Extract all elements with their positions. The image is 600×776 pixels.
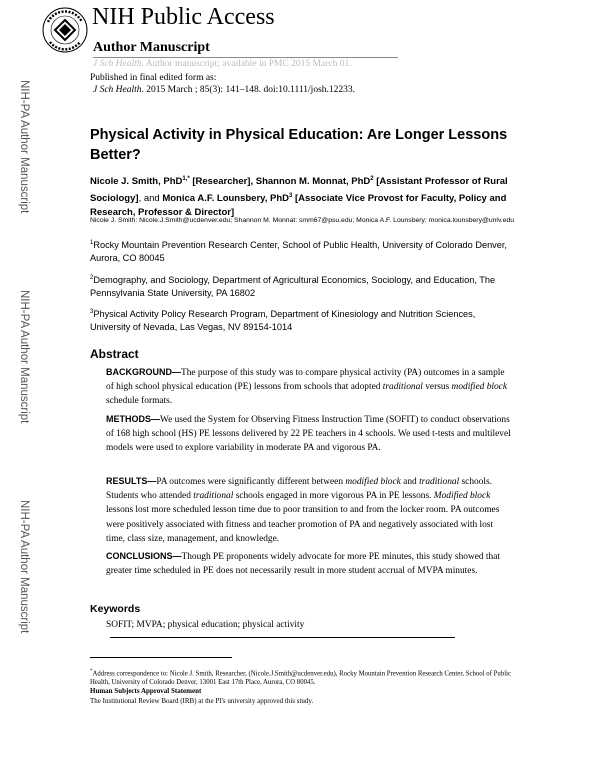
- abstract-results: RESULTS—PA outcomes were significantly different between modified block and traditional schools. Students who attended traditional schools engaged in more vigorous PA in PE lessons. Modified block lessons lost more scheduled lesson time due to poor transition to and from the locker room. PA outcomes were positively associated with fitness and teacher promotion of PA and negatively associated with lost time, class size, management, and knowledge.: [106, 476, 500, 544]
- human-subjects-heading: Human Subjects Approval Statement: [90, 687, 202, 695]
- correspondence-footnote: *Address correspondence to: Nicole J. Smith, Researcher, (Nicole.J.Smith@ucdenver.edu), Rocky Mountain Prevention Research Center, School of Public Health, University of Colorado Denver, 13001 East 17th Place, Aurora, CO 80045.: [90, 669, 512, 687]
- availability-notice: J Sch Health. Author manuscript; available in PMC 2015 March 01.: [93, 59, 352, 69]
- affiliation: $^3$Physical Activity Policy Research Program, Department of Kinesiology and Nutrition Sciences, University of Nevada, Las Vegas, NV 89154-1014: [90, 309, 476, 333]
- header: [40, 0, 560, 70]
- header-rule: [93, 57, 398, 58]
- keywords-heading: Keywords: [90, 603, 141, 615]
- author-list: Nicole J. Smith, PhD$^{1,*}$ [Researcher], Shannon M. Monnat, PhD$^2$ [Assistant Professor of Rural Sociology], and Monica A.F. Lounsbery, PhD$^3$ [Associate Vice Provost for Faculty, Policy and Research, Professor & Director]: [90, 176, 508, 219]
- abstract-conclusions: CONCLUSIONS—Though PE proponents widely advocate for more PE minutes, this study showed that greater time scheduled in PE does not necessarily result in more student accrual of MVPA minutes.: [106, 551, 500, 577]
- author-name: Shannon M. Monnat, PhD: [255, 176, 371, 188]
- footnote-rule: [90, 657, 232, 658]
- sidebar-watermark: [0, 0, 38, 776]
- article-title: Physical Activity in Physical Education: Are Longer Lessons Better?: [90, 127, 508, 163]
- affiliation: $^1$Rocky Mountain Prevention Research Center, School of Public Health, University of Colorado Denver, Aurora, CO 80045: [90, 240, 507, 264]
- author-role: [Associate Vice Provost for Faculty, Policy and Research, Professor & Director]: [90, 193, 507, 219]
- section-separator: [110, 637, 455, 638]
- author-name: Nicole J. Smith, PhD: [90, 176, 183, 188]
- published-line: Published in final edited form as:: [90, 73, 217, 83]
- sidebar-label: NIH-PA Author Manuscript: [18, 80, 30, 214]
- affiliation: $^2$Demography, and Sociology, Department of Agricultural Economics, Sociology, and Education, The Pennsylvania State University, PA 16802: [90, 275, 496, 299]
- abstract-methods: METHODS—We used the System for Observing Fitness Instruction Time (SOFIT) to conduct observations of 168 high school (HS) PE lessons delivered by 22 PE teachers in 4 schools. We used t-tests and multilevel models were used to explore variability in moderate PA and vigorous PA.: [106, 414, 511, 454]
- journal-name: J Sch Health: [93, 59, 142, 69]
- journal-name: J Sch Health: [93, 85, 142, 95]
- author-role: [Researcher],: [189, 176, 256, 188]
- author-manuscript-label: Author Manuscript: [93, 40, 210, 55]
- author-emails: Nicole J. Smith: Nicole.J.Smith@ucdenver.edu; Shannon M. Monnat: smm67@psu.edu; Monica A.F. Lounsbery: monica.lounsbery@unlv.edu: [90, 217, 515, 224]
- nih-seal-icon: [40, 2, 90, 64]
- author-role: [Assistant Professor of Rural Sociology]: [90, 176, 508, 205]
- author-name: Monica A.F. Lounsbery, PhD: [162, 193, 290, 205]
- sidebar-label: NIH-PA Author Manuscript: [18, 500, 30, 634]
- human-subjects-text: The Institutional Review Board (IRB) at the PI's university approved this study.: [90, 697, 314, 705]
- keywords-list: SOFIT; MVPA; physical education; physical activity: [106, 620, 305, 630]
- sidebar-label: NIH-PA Author Manuscript: [18, 290, 30, 424]
- abstract-heading: Abstract: [90, 347, 139, 361]
- abstract-background: BACKGROUND—The purpose of this study was to compare physical activity (PA) outcomes in a sample of high school physical education (PE) lessons from schools that adopted traditional versus modified block schedule formats.: [106, 367, 508, 407]
- nih-public-access-title: NIH Public Access: [92, 4, 275, 30]
- citation: J Sch Health. 2015 March ; 85(3): 141–148. doi:10.1111/josh.12233.: [93, 85, 356, 95]
